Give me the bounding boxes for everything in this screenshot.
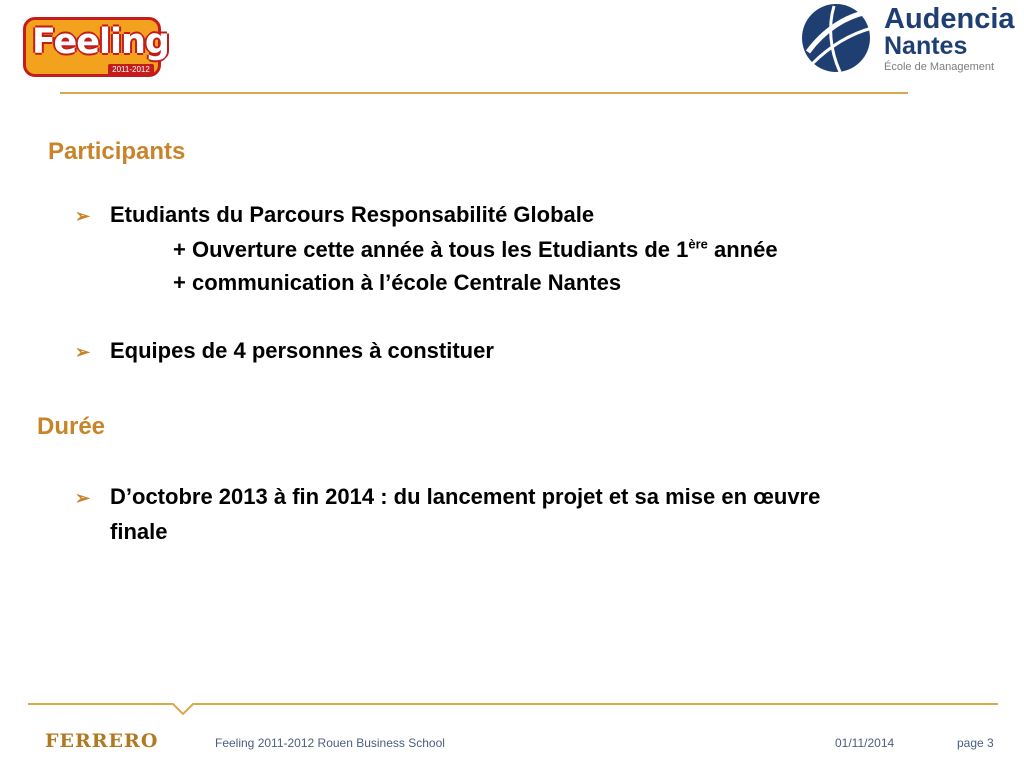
bullet-arrow-icon: ➢ — [75, 488, 91, 508]
duree-bullet-1 — [75, 480, 975, 548]
audencia-logo — [800, 2, 1022, 74]
participants-heading: Participants — [48, 138, 186, 165]
bullet-2-text: Equipes de 4 personnes à constituer — [110, 338, 494, 363]
footer-school: Feeling 2011-2012 Rouen Business School — [215, 736, 445, 750]
footer-page-number: page 3 — [957, 736, 994, 750]
bullet-arrow-icon: ➢ — [75, 342, 91, 362]
bullet-1-line-3: + communication à l’école Centrale Nantes — [173, 270, 622, 295]
header-divider — [60, 92, 908, 94]
duree-heading: Durée — [37, 413, 106, 440]
audencia-city: Nantes — [884, 32, 968, 60]
footer-divider — [28, 698, 998, 720]
audencia-globe-icon — [800, 2, 874, 74]
participants-bullet-1 — [75, 198, 975, 299]
footer-date: 01/11/2014 — [835, 736, 895, 750]
bullet-1-line-2 — [75, 233, 975, 266]
bullet-arrow-icon: ➢ — [75, 206, 91, 226]
feeling-logo — [23, 17, 169, 77]
audencia-name: Audencia — [884, 3, 1015, 35]
bullet-1-line-2-prefix: + Ouverture cette année à tous les Etudiants de 1 — [173, 237, 689, 262]
bullet-1-line-2-suffix: année — [707, 237, 778, 262]
duree-bullet-line-2: finale — [110, 519, 168, 544]
bullet-1-line-1: Etudiants du Parcours Responsabilité Globale — [110, 202, 595, 227]
duree-bullet-line-1: D’octobre 2013 à fin 2014 : du lancement projet et sa mise en œuvre — [110, 484, 821, 509]
audencia-tagline: École de Management — [884, 61, 995, 73]
participants-bullet-2 — [75, 334, 975, 369]
feeling-logo-years: 2011-2012 — [108, 64, 154, 75]
feeling-logo-word: Feeling — [32, 22, 169, 62]
bullet-1-line-2-sup: ère — [688, 236, 708, 252]
ferrero-logo: FERRERO — [45, 730, 159, 752]
